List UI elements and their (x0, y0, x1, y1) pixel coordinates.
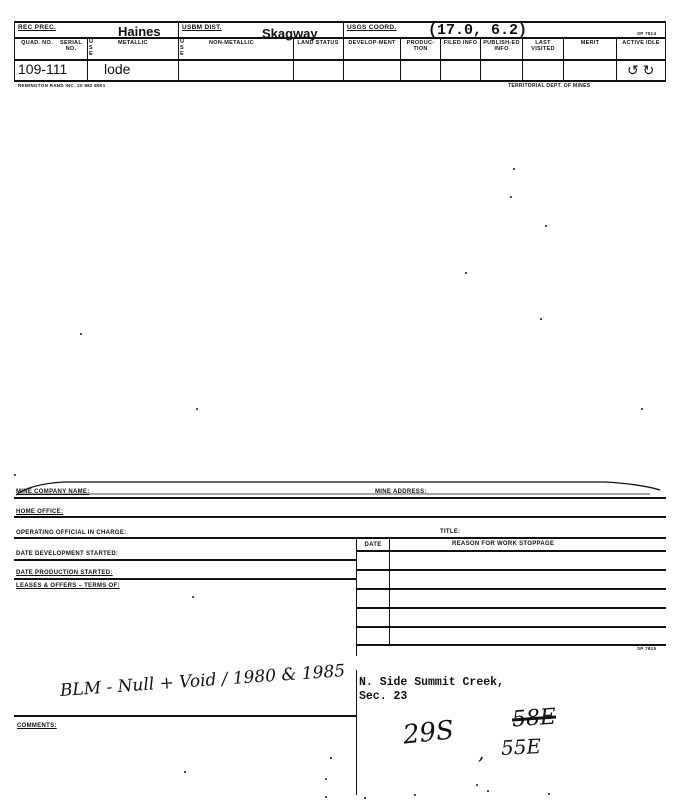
home-office-label: HOME OFFICE: (16, 509, 64, 515)
merit-label: MERIT (580, 40, 600, 46)
usbm-dist-label: USBM DIST. (182, 24, 222, 31)
form-number-top: SP 7914 (637, 31, 657, 36)
title-label: TITLE: (440, 529, 461, 535)
metallic-label: METALLIC (118, 40, 148, 46)
use-label-metallic: U S E (89, 39, 94, 57)
published-info-label: PUBLISH-ED INFO (483, 40, 520, 52)
filed-info-label: FILED INFO (443, 40, 478, 46)
quad-no-label: QUAD. NO. (21, 40, 53, 46)
mine-company-label: MINE COMPANY NAME: (16, 489, 90, 495)
metallic-value: lode (104, 61, 131, 77)
card-top-edge (0, 476, 678, 498)
last-visited-label: LAST VISITED (531, 40, 555, 52)
operating-official-label: OPERATING OFFICIAL IN CHARGE: (16, 530, 127, 536)
location-line-1: N. Side Summit Creek, (359, 676, 504, 689)
usbm-dist-value: Skagway (262, 26, 318, 41)
land-status-label: LAND STATUS (297, 40, 339, 46)
active-idle-label: ACTIVE IDLE (622, 40, 660, 46)
quad-serial-value: 109-111 (18, 61, 68, 77)
date-column-label: DATE (364, 542, 382, 548)
production-started-label: DATE PRODUCTION STARTED: (16, 570, 113, 576)
mine-address-label: MINE ADDRESS: (375, 489, 427, 495)
development-label: DEVELOP-MENT (348, 40, 396, 46)
handwritten-blm-note: BLM - Null + Void / 1980 & 1985 (59, 661, 346, 701)
rec-prec-value: Haines (118, 24, 161, 39)
use-label-nonmetallic: U S E (180, 39, 185, 57)
form-number-bottom: SP 7915 (637, 646, 657, 651)
comments-label: COMMENTS: (17, 723, 57, 729)
handwritten-range-corrected: 55E (500, 733, 542, 761)
non-metallic-label: NON-METALLIC (209, 40, 255, 46)
serial-no-label: SERIAL NO. (60, 40, 82, 52)
handwritten-township: 29S (401, 715, 456, 751)
handwritten-comma: , (478, 740, 485, 764)
rec-prec-label: REC PREC. (18, 24, 57, 31)
production-label: PRODUC-TION (406, 40, 435, 52)
reason-stoppage-label: REASON FOR WORK STOPPAGE (452, 541, 555, 547)
department-line: TERRITORIAL DEPT. OF MINES (508, 83, 591, 89)
printer-line: REMINGTON RAND INC. 20 882 8901 (18, 83, 106, 88)
location-line-2: Sec. 23 (359, 690, 408, 703)
development-started-label: DATE DEVELOPMENT STARTED: (16, 551, 119, 557)
leases-offers-label: LEASES & OFFERS – TERMS OF: (16, 583, 120, 589)
handwritten-range-struck: 58E (511, 704, 557, 733)
usgs-coord-label: USGS COORD. (347, 24, 397, 31)
usgs-coord-value: (17.0, 6.2) (428, 22, 528, 39)
active-idle-mark: ↺ ↻ (627, 62, 655, 78)
